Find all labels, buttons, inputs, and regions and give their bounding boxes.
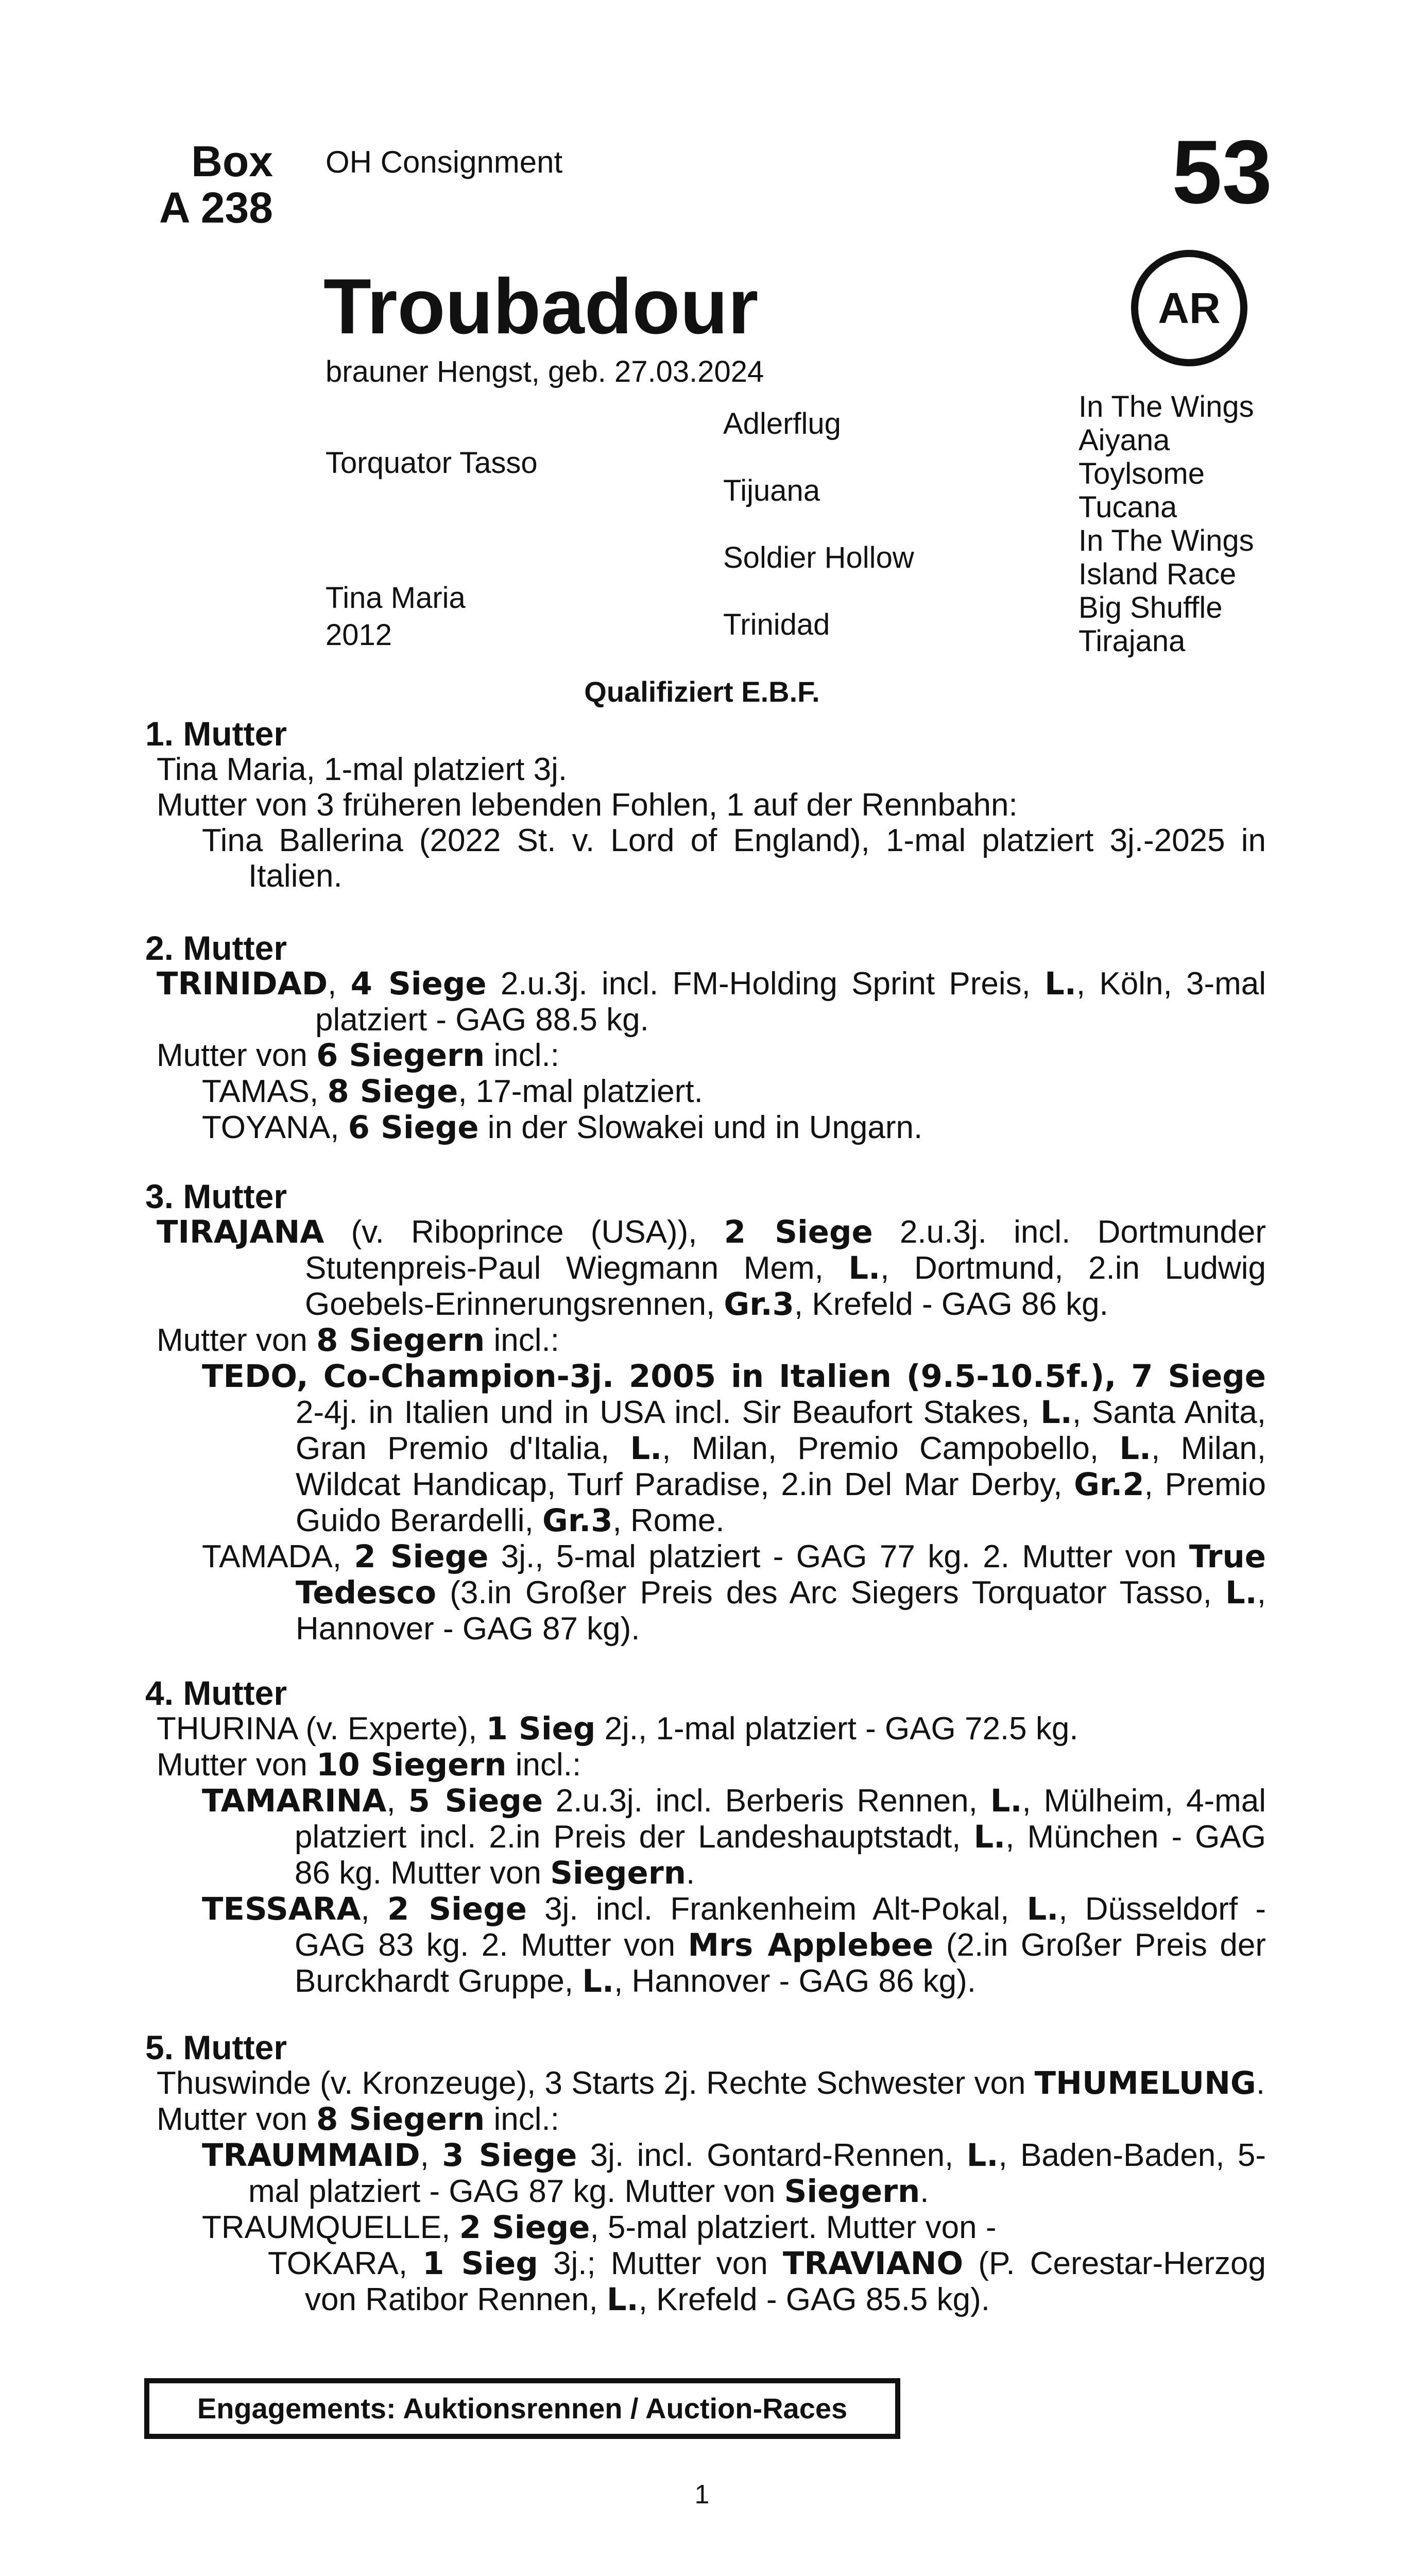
text: in der Slowakei und in Ungarn. xyxy=(487,1110,923,1145)
section-mutter-4 xyxy=(145,1675,1266,1999)
text: incl.: xyxy=(493,2102,559,2137)
produce-entry: TRAUMMAID, 3 Siege 3j. incl. Gontard-Rennen, L., Baden-Baden, 5-mal platziert - GAG 87 kg. Mutter von Siegern. xyxy=(202,2138,1266,2210)
pedigree-gen3-item: Big Shuffle xyxy=(1078,591,1223,624)
text: , Premio Guido Berardelli, xyxy=(296,1467,1266,1538)
winners-ref: Siegern xyxy=(784,2174,920,2210)
box-number: A 238 xyxy=(159,183,273,232)
text: , München - GAG 86 kg. Mutter von xyxy=(295,1819,1266,1891)
text: Mutter von xyxy=(157,1747,307,1783)
wins: 4 Siege xyxy=(350,966,487,1002)
listed-mark: L. xyxy=(582,1963,614,1999)
text: Mutter von xyxy=(157,1323,307,1358)
horse-name: Troubadour xyxy=(323,263,759,350)
winners-ref: Siegern xyxy=(550,1855,686,1891)
pedigree-gen3-item: In The Wings xyxy=(1078,390,1254,423)
text: (2.in Großer Preis der Burckhardt Gruppe, xyxy=(295,1927,1266,1999)
horse-ref: True Tedesco xyxy=(296,1539,1266,1611)
text: , Krefeld - GAG 85.5 kg). xyxy=(638,2282,990,2317)
pedigree-gen3-item: Toylsome xyxy=(1078,457,1205,490)
record-text: , Köln, 3-mal platziert - GAG 88.5 kg. xyxy=(315,966,1266,1038)
group-mark: Gr.2 xyxy=(1074,1467,1144,1503)
section-mutter-5 xyxy=(145,2030,1266,2318)
ar-badge-icon: AR xyxy=(1131,250,1247,366)
text: Mutter von xyxy=(157,1038,307,1073)
text: , Milan, Premio Campobello, xyxy=(662,1431,1099,1466)
text: 2.u.3j. incl. Berberis Rennen, xyxy=(555,1783,978,1819)
text: 2-4j. in Italien und in USA incl. Sir Beaufort Stakes, xyxy=(296,1395,1030,1430)
pedigree-gen3-item: Aiyana xyxy=(1078,423,1170,457)
text: incl.: xyxy=(493,1038,559,1073)
horse-ref: TOKARA, xyxy=(268,2246,408,2281)
listed-mark: L. xyxy=(990,1783,1022,1819)
horse-ref: TOYANA, xyxy=(202,1110,339,1145)
listed-mark: L. xyxy=(966,2138,999,2174)
wins: 2 Siege xyxy=(387,1891,527,1927)
pedigree-sire: Torquator Tasso xyxy=(326,446,538,480)
horse-ref: TAMADA, xyxy=(202,1539,341,1574)
horse-ref: Mrs Applebee xyxy=(688,1927,934,1963)
box-title: Box xyxy=(191,137,273,185)
wins: 6 Siege xyxy=(348,1110,479,1146)
pedigree-gen3-item: Island Race xyxy=(1078,557,1237,591)
horse-ref: TRAUMMAID xyxy=(202,2138,420,2174)
listed-mark: L. xyxy=(848,1250,881,1286)
text: 2j., 1-mal platziert - GAG 72.5 kg. xyxy=(604,1711,1078,1747)
pedigree-gen3-item: In The Wings xyxy=(1078,524,1254,557)
produce-entry: TESSARA, 2 Siege 3j. incl. Frankenheim Alt-Pokal, L., Düsseldorf - GAG 83 kg. 2. Mutter von Mrs Applebee (2.in Großer Preis der Burckhardt Gruppe, L., Hannover - GAG 86 kg). xyxy=(202,1891,1266,1999)
produce-entry xyxy=(145,2246,1266,2318)
horse-ref: TRAVIANO xyxy=(782,2246,964,2282)
consignment: OH Consignment xyxy=(326,145,563,179)
engagements-box: Engagements: Auktionsrennen / Auction-Races xyxy=(144,2378,900,2439)
text: , Hannover - GAG 86 kg). xyxy=(614,1963,977,1999)
text: 3j.; Mutter von xyxy=(553,2246,768,2281)
text: incl.: xyxy=(515,1747,581,1783)
produce-summary xyxy=(157,2102,1266,2138)
produce-summary: Mutter von 3 früheren lebenden Fohlen, 1 auf der Rennbahn: xyxy=(157,787,1018,823)
text: , Düsseldorf - GAG 83 kg. 2. Mutter von xyxy=(295,1891,1266,1963)
text: , Mülheim, 4-mal platziert incl. 2.in Preis der Landeshauptstadt, xyxy=(295,1783,1266,1855)
dam-record: TRINIDAD, 4 Siege 2.u.3j. incl. FM-Holding Sprint Preis, L., Köln, 3-mal platziert - GAG 88.5 kg. xyxy=(157,966,1266,1038)
lot-number: 53 xyxy=(1172,122,1272,223)
text: , 5-mal platziert. Mutter von - xyxy=(590,2210,997,2245)
produce-entry: Tina Ballerina (2022 St. v. Lord of England), 1-mal platziert 3j.-2025 in Italien. xyxy=(202,823,1266,894)
text: , Krefeld - GAG 86 kg. xyxy=(794,1286,1108,1322)
listed-mark: L. xyxy=(1026,1891,1059,1927)
produce-summary xyxy=(157,1323,1266,1359)
horse-ref: TEDO, Co-Champion-3j. 2005 in Italien (9.5-10.5f.), 7 Siege xyxy=(202,1359,1266,1395)
text: 3j. incl. Frankenheim Alt-Pokal, xyxy=(544,1891,1009,1927)
text: , Dortmund, 2.in Ludwig Goebels-Erinnerungsrennen, xyxy=(305,1250,1266,1322)
listed-mark: L. xyxy=(1040,1395,1072,1431)
text: , Hannover - GAG 87 kg). xyxy=(296,1575,1266,1647)
section-title: 4. Mutter xyxy=(145,1674,287,1712)
pedigree-gen3-item: Tirajana xyxy=(1078,624,1186,658)
text: , 17-mal platziert. xyxy=(458,1074,703,1109)
section-title: 2. Mutter xyxy=(145,929,287,967)
pedigree-sire-sire: Adlerflug xyxy=(723,407,841,440)
text: (v. Riboprince (USA)), xyxy=(351,1214,697,1250)
record-text: 2.u.3j. incl. FM-Holding Sprint Preis, xyxy=(500,966,1031,1002)
listed-mark: L. xyxy=(1119,1431,1152,1467)
section-title: 1. Mutter xyxy=(145,715,287,753)
pedigree-dam: Tina Maria xyxy=(326,581,466,615)
text: Thuswinde (v. Kronzeuge), 3 Starts 2j. Rechte Schwester von xyxy=(157,2065,1026,2101)
produce-entry: TAMARINA, 5 Siege 2.u.3j. incl. Berberis Rennen, L., Mülheim, 4-mal platziert incl. 2.in Preis der Landeshauptstadt, L., München - GAG 86 kg. Mutter von Siegern. xyxy=(202,1783,1266,1891)
horse-ref: TESSARA xyxy=(202,1891,361,1927)
horse-description: brauner Hengst, geb. 27.03.2024 xyxy=(326,355,764,388)
box-label xyxy=(144,138,273,231)
listed-mark: L. xyxy=(1045,966,1076,1002)
listed-mark: L. xyxy=(1225,1575,1257,1611)
wins: 8 Siege xyxy=(327,1074,458,1110)
listed-mark: L. xyxy=(973,1819,1006,1855)
wins: 3 Siege xyxy=(442,2138,577,2174)
text: 3j. incl. Gontard-Rennen, xyxy=(590,2138,954,2173)
wins: 2 Siege xyxy=(724,1214,873,1250)
winners-count: 8 Siegern xyxy=(316,2102,485,2138)
text: , Milan, Wildcat Handicap, Turf Paradise, 2.in Del Mar Derby, xyxy=(296,1431,1266,1502)
section-title: 5. Mutter xyxy=(145,2028,287,2066)
dam-name: TRINIDAD xyxy=(157,966,328,1002)
dam-record: Thuswinde (v. Kronzeuge), 3 Starts 2j. Rechte Schwester von THUMELUNG. xyxy=(157,2065,1265,2102)
qualification: Qualifiziert E.B.F. xyxy=(584,675,820,708)
section-mutter-3 xyxy=(145,1179,1266,1647)
produce-summary xyxy=(157,1747,1266,1783)
produce-entry xyxy=(202,2210,1266,2246)
text: THURINA (v. Experte), xyxy=(157,1711,477,1747)
wins: 1 Sieg xyxy=(486,1711,596,1747)
produce-entry xyxy=(202,1110,1266,1146)
produce-entry xyxy=(202,1074,1266,1110)
group-mark: Gr.3 xyxy=(542,1503,613,1539)
listed-mark: L. xyxy=(630,1431,662,1467)
pedigree-dam-year: 2012 xyxy=(326,618,392,652)
group-mark: Gr.3 xyxy=(724,1286,794,1323)
wins: 2 Siege xyxy=(459,2210,590,2246)
dam-record xyxy=(157,1711,1266,1747)
text: incl.: xyxy=(493,1323,559,1358)
dam-record xyxy=(145,1214,1266,1323)
horse-ref: THUMELUNG xyxy=(1034,2065,1256,2102)
section-title: 3. Mutter xyxy=(145,1177,287,1215)
section-mutter-2 xyxy=(145,930,1266,1146)
pedigree-sire-dam: Tijuana xyxy=(723,474,820,507)
pedigree-dam-sire: Soldier Hollow xyxy=(723,541,914,574)
pedigree-dam-dam: Trinidad xyxy=(723,608,830,641)
winners-count: 10 Siegern xyxy=(316,1747,507,1783)
section-mutter-1 xyxy=(145,716,1266,894)
produce-entry xyxy=(145,1539,1266,1647)
winners-count: 8 Siegern xyxy=(316,1323,485,1359)
winners-count: 6 Siegern xyxy=(316,1038,485,1074)
wins: 5 Siege xyxy=(408,1783,543,1819)
horse-ref: TRAUMQUELLE, xyxy=(202,2210,451,2245)
dam-record: Tina Maria, 1-mal platziert 3j. xyxy=(157,752,568,787)
text: (P. Cerestar-Herzog von Ratibor Rennen, xyxy=(305,2246,1266,2317)
text: , Rome. xyxy=(612,1503,725,1538)
wins: 1 Sieg xyxy=(422,2246,538,2282)
text: Mutter von xyxy=(157,2102,307,2137)
text: 3j., 5-mal platziert - GAG 77 kg. 2. Mutter von xyxy=(501,1539,1177,1574)
text: , Baden-Baden, 5-mal platziert - GAG 87 kg. Mutter von xyxy=(248,2138,1266,2209)
text: , Santa Anita, Gran Premio d'Italia, xyxy=(296,1395,1266,1466)
page-number: 1 xyxy=(694,2480,710,2510)
produce-summary xyxy=(157,1038,1266,1074)
listed-mark: L. xyxy=(606,2282,639,2318)
produce-entry xyxy=(145,1359,1266,1539)
text: 2.u.3j. incl. Dortmunder Stutenpreis-Paul Wiegmann Mem, xyxy=(305,1214,1266,1286)
wins: 2 Siege xyxy=(354,1539,489,1575)
pedigree-gen3-item: Tucana xyxy=(1078,490,1177,524)
horse-ref: TAMARINA xyxy=(202,1783,387,1819)
horse-ref: TAMAS, xyxy=(202,1074,319,1109)
text: (3.in Großer Preis des Arc Siegers Torquator Tasso, xyxy=(450,1575,1212,1611)
dam-name: TIRAJANA xyxy=(157,1214,324,1250)
